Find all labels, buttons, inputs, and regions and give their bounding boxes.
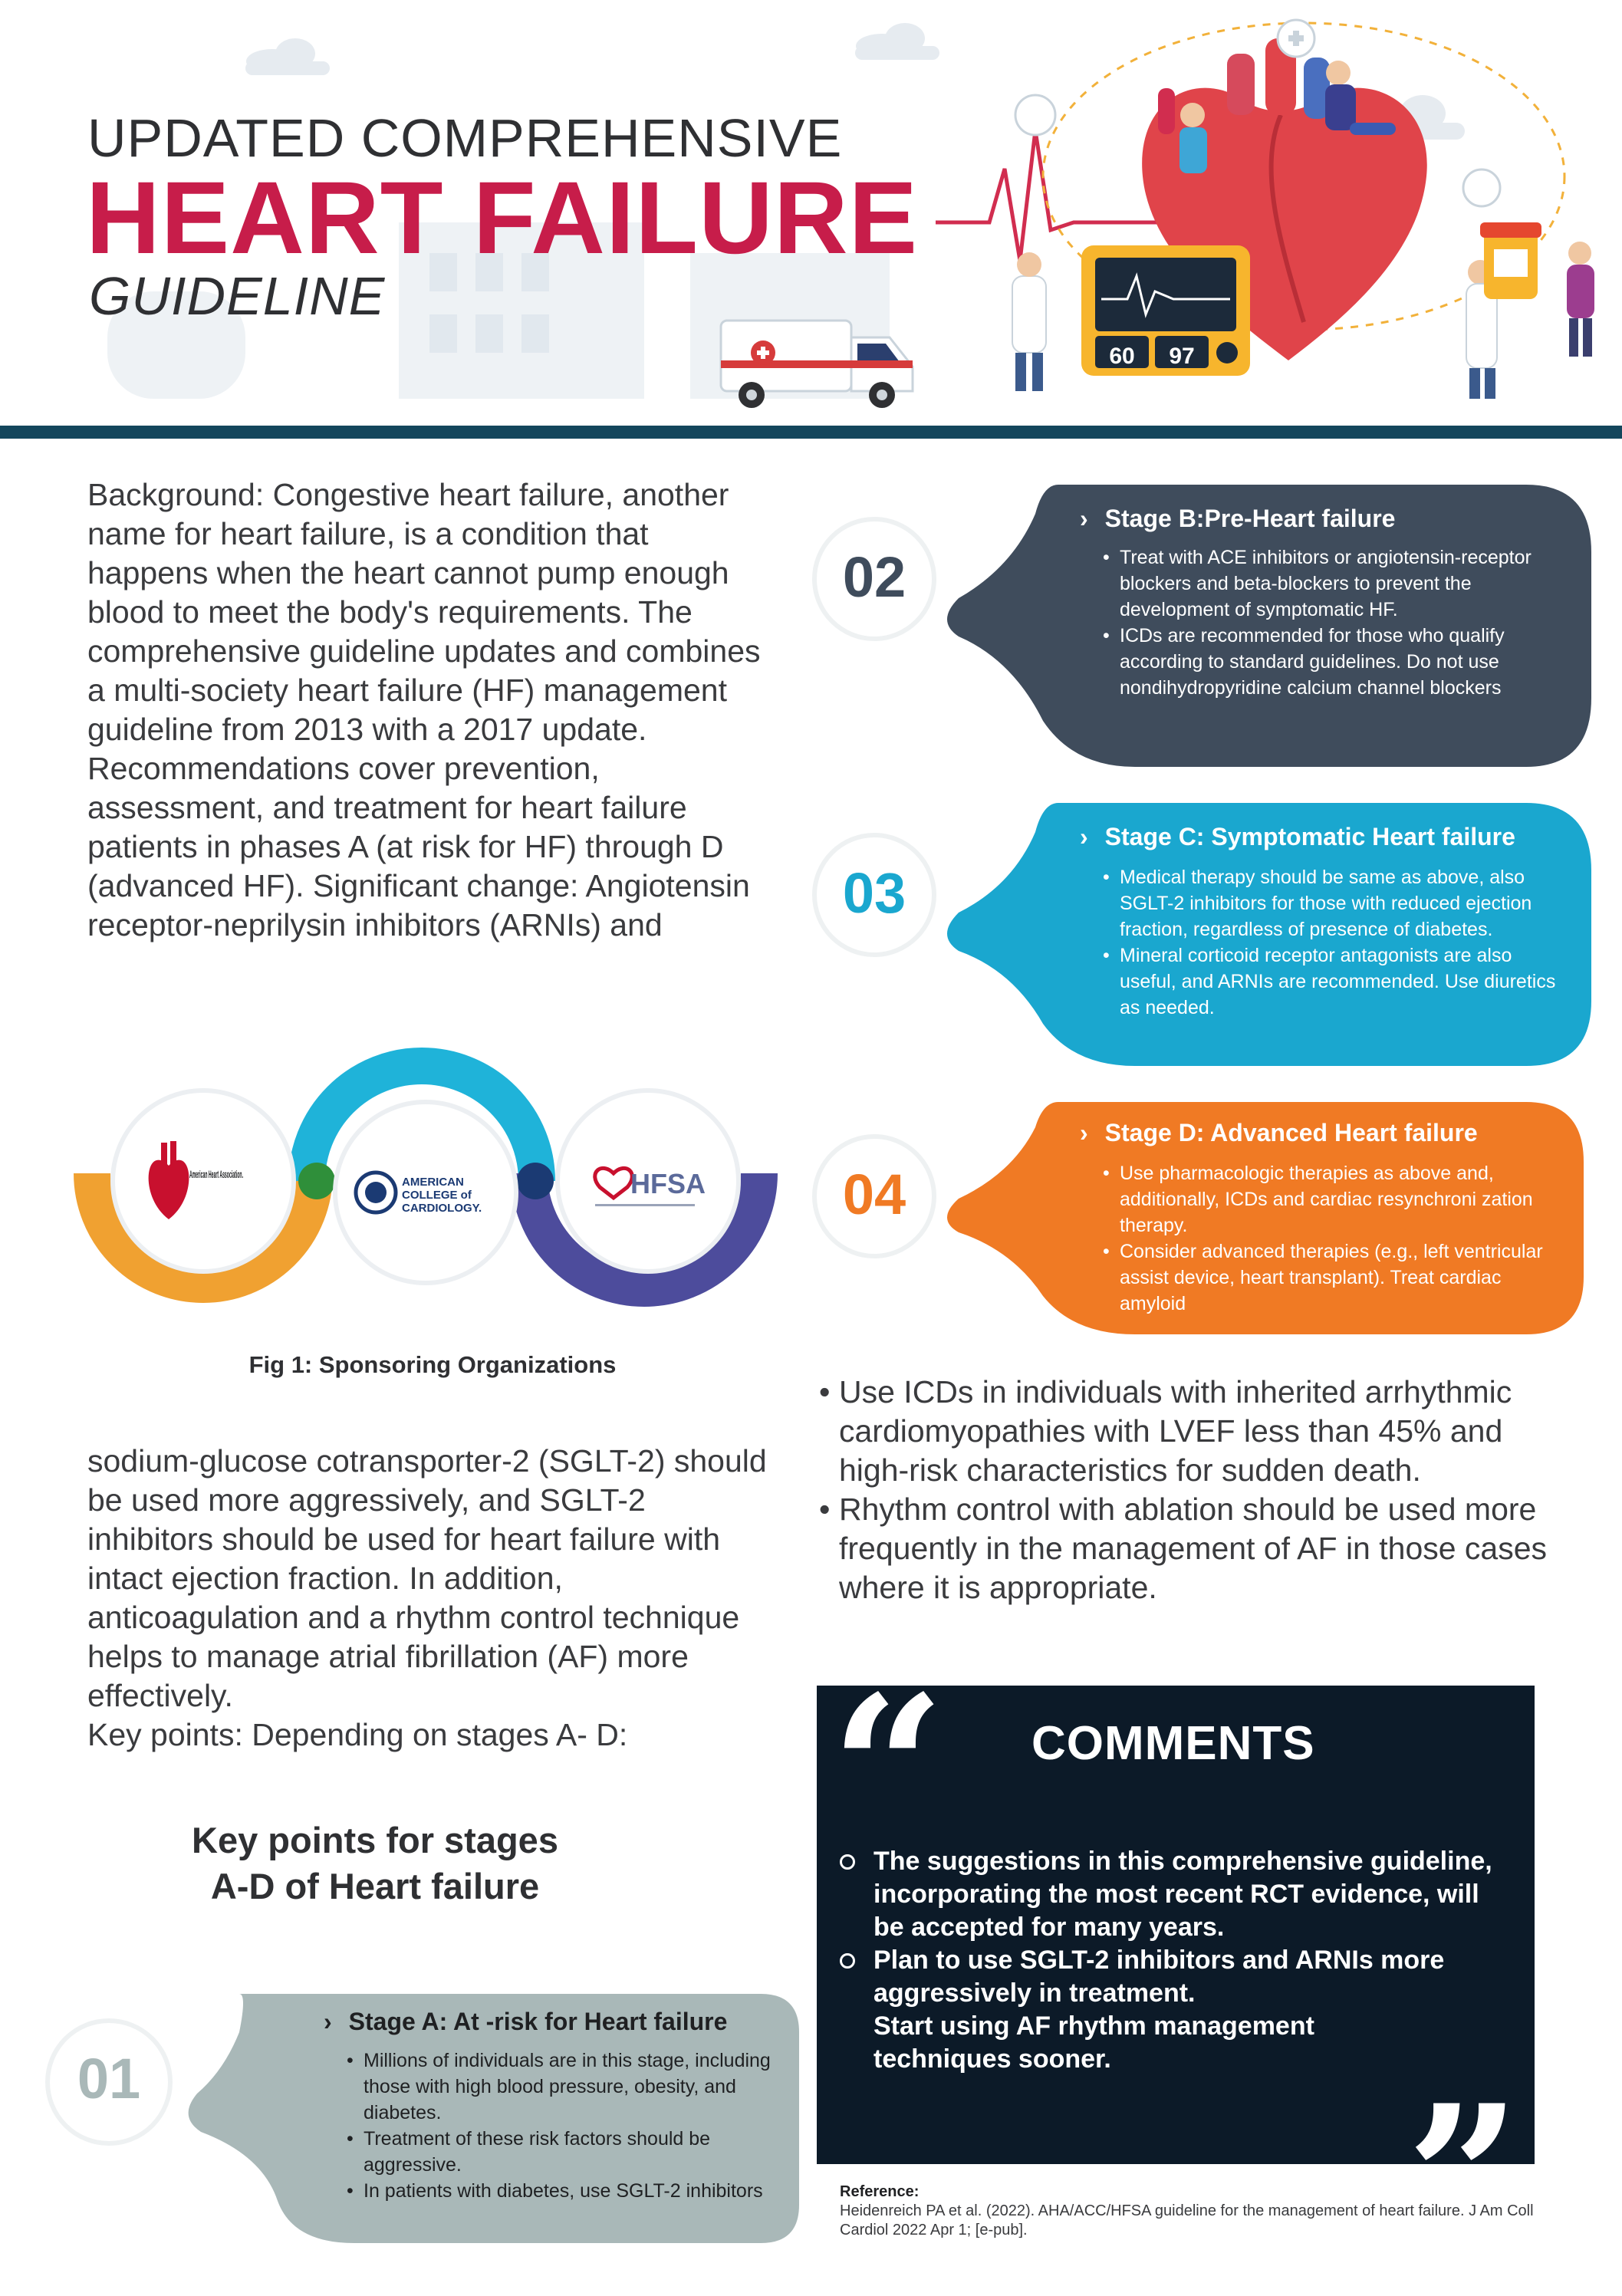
- navy-connector: [517, 1163, 554, 1199]
- stage-a-item: • Millions of individuals are in this stage, including those with high blood pressure, obesity, and diabetes.: [347, 2048, 776, 2126]
- circle-bullet-icon: [840, 1953, 855, 1969]
- hfsa-name: HFSA: [630, 1168, 706, 1199]
- comments-list: [840, 1845, 1515, 2076]
- circle-bullet-icon: [840, 1854, 855, 1870]
- key-points-intro: Key points: Depending on stages A- D:: [87, 1717, 628, 1752]
- chevron-right-icon: ›: [324, 2008, 332, 2035]
- header-divider: [0, 426, 1622, 439]
- stage-b-number: 02: [842, 545, 906, 609]
- heart-illustration: [920, 0, 1622, 429]
- stage-d-list: [1103, 1160, 1563, 1317]
- stage-b-item: • Treat with ACE inhibitors or angiotensin-receptor blockers and beta-blockers to prevent the development of symptomatic HF.: [1103, 544, 1563, 623]
- stage-b-item: • ICDs are recommended for those who qualify according to standard guidelines. Do not use nondihydropyridine calcium channel blockers: [1103, 623, 1563, 701]
- background-paragraph: Background: Congestive heart failure, another name for heart failure, is a condition that happens when the heart cannot pump enough blood to meet the body's requirements. The comprehensive guideline updates and combines a multi-society heart failure (HF) management guideline from 2013 with a 2017 update. Recommendations cover prevention, assessment, and treatment for heart failure patients in phases A (at risk for HF) through D (advanced HF). Significant change: Angiotensin receptor-neprilysin inhibitors (ARNIs) and: [87, 477, 761, 942]
- comment-item: Plan to use SGLT-2 inhibitors and ARNIs more aggressively in treatment.: [840, 1944, 1515, 2010]
- stage-c-card: [813, 801, 1591, 1068]
- close-quote-icon: ”: [1406, 2062, 1521, 2296]
- stage-b-list: [1103, 544, 1563, 701]
- stage-c-title: › Stage C: Symptomatic Heart failure: [1080, 823, 1515, 850]
- header-banner: [0, 0, 1622, 429]
- right-bullet-item: • Rhythm control with ablation should be used more frequently in the management of AF in those cases where it is appropriate.: [819, 1490, 1578, 1607]
- continued-text: sodium-glucose cotransporter-2 (SGLT-2) should be used more aggressively, and SGLT-2 inhibitors should be used for heart failure with intact ejection fraction. In addition, anticoagulation and a rhythm control technique helps to manage atrial fibrillation (AF) more effectively.: [87, 1443, 767, 1713]
- open-quote-icon: “: [831, 1653, 946, 1886]
- stage-a-number: 01: [77, 2047, 141, 2110]
- stage-d-card: [813, 1100, 1591, 1338]
- reference-block: [840, 2183, 1561, 2240]
- key-title-line-1: Key points for stages: [192, 1820, 558, 1860]
- stage-a-title: › Stage A: At -risk for Heart failure: [324, 2008, 728, 2035]
- stage-a-card: [48, 1986, 807, 2247]
- stats-icon: [1015, 95, 1055, 135]
- aha-name: American Heart Association.: [189, 1168, 243, 1180]
- stage-c-item: • Medical therapy should be same as above, also SGLT-2 inhibitors for those with reduced ejection fraction, regardless of presence of diabetes.: [1103, 864, 1563, 942]
- monitor-value-1: 60: [1109, 344, 1135, 369]
- stage-b-title: › Stage B:Pre-Heart failure: [1080, 505, 1396, 532]
- comment-extra: Start using AF rhythm management techniques sooner.: [874, 2011, 1314, 2074]
- stage-b-card: [813, 483, 1591, 771]
- stage-c-list: [1103, 864, 1563, 1021]
- green-connector: [298, 1163, 335, 1199]
- acc-line-2: COLLEGE of: [402, 1189, 472, 1202]
- stage-d-item: • Consider advanced therapies (e.g., left ventricular assist device, heart transplant). Treat cardiac amyloid: [1103, 1238, 1563, 1317]
- stage-d-item: • Use pharmacologic therapies as above and, additionally, ICDs and cardiac resynchroni zation therapy.: [1103, 1160, 1563, 1238]
- stage-a-item: • Treatment of these risk factors should be aggressive.: [347, 2126, 776, 2178]
- figure-caption: Fig 1: Sponsoring Organizations: [248, 1351, 617, 1378]
- stage-c-item: • Mineral corticoid receptor antagonists are also useful, and ARNIs are recommended. Use diuretics as needed.: [1103, 942, 1563, 1021]
- comments-title: COMMENTS: [1031, 1717, 1315, 1770]
- stage-a-item: • In patients with diabetes, use SGLT-2 inhibitors: [347, 2178, 776, 2204]
- chevron-right-icon: ›: [1080, 823, 1088, 850]
- chevron-right-icon: ›: [1080, 505, 1088, 532]
- pulse-icon: [1463, 169, 1500, 206]
- doctor-figure-icon: [1012, 252, 1046, 391]
- right-bullet-item: • Use ICDs in individuals with inherited arrhythmic cardiomyopathies with LVEF less than 45% and high-risk characteristics for sudden death.: [819, 1373, 1578, 1490]
- stage-d-title: › Stage D: Advanced Heart failure: [1080, 1119, 1478, 1146]
- sponsoring-organizations-figure: [84, 1051, 775, 1327]
- stage-c-number: 03: [842, 861, 906, 925]
- comment-item: The suggestions in this comprehensive guideline, incorporating the most recent RCT evidence, will be accepted for many years.: [840, 1845, 1515, 1944]
- monitor-value-2: 97: [1169, 344, 1195, 369]
- person-right-icon: [1567, 242, 1594, 357]
- acc-line-1: AMERICAN: [402, 1176, 464, 1189]
- title-line-3: GUIDELINE: [89, 266, 386, 326]
- right-column-bullets: [819, 1373, 1578, 1607]
- acc-line-3: CARDIOLOGY.: [402, 1202, 482, 1215]
- stage-d-number: 04: [842, 1163, 906, 1226]
- key-points-title: [87, 1817, 663, 1909]
- title-line-1: UPDATED COMPREHENSIVE: [87, 108, 843, 168]
- chevron-right-icon: ›: [1080, 1119, 1088, 1146]
- continued-paragraph: [87, 1442, 778, 1755]
- ecg-line-icon: [936, 130, 1173, 261]
- heart-monitor-icon: [1081, 245, 1250, 376]
- key-title-line-2: A-D of Heart failure: [210, 1866, 540, 1906]
- stage-a-list: [347, 2048, 776, 2204]
- reference-label: Reference:: [840, 2183, 920, 2200]
- reference-text: Heidenreich PA et al. (2022). AHA/ACC/HFSA guideline for the management of heart failure. J Am Coll Cardiol 2022 Apr 1; [e-pub].: [840, 2202, 1534, 2238]
- title-line-2: HEART FAILURE: [86, 161, 918, 275]
- pill-bottle-icon: [1480, 222, 1541, 299]
